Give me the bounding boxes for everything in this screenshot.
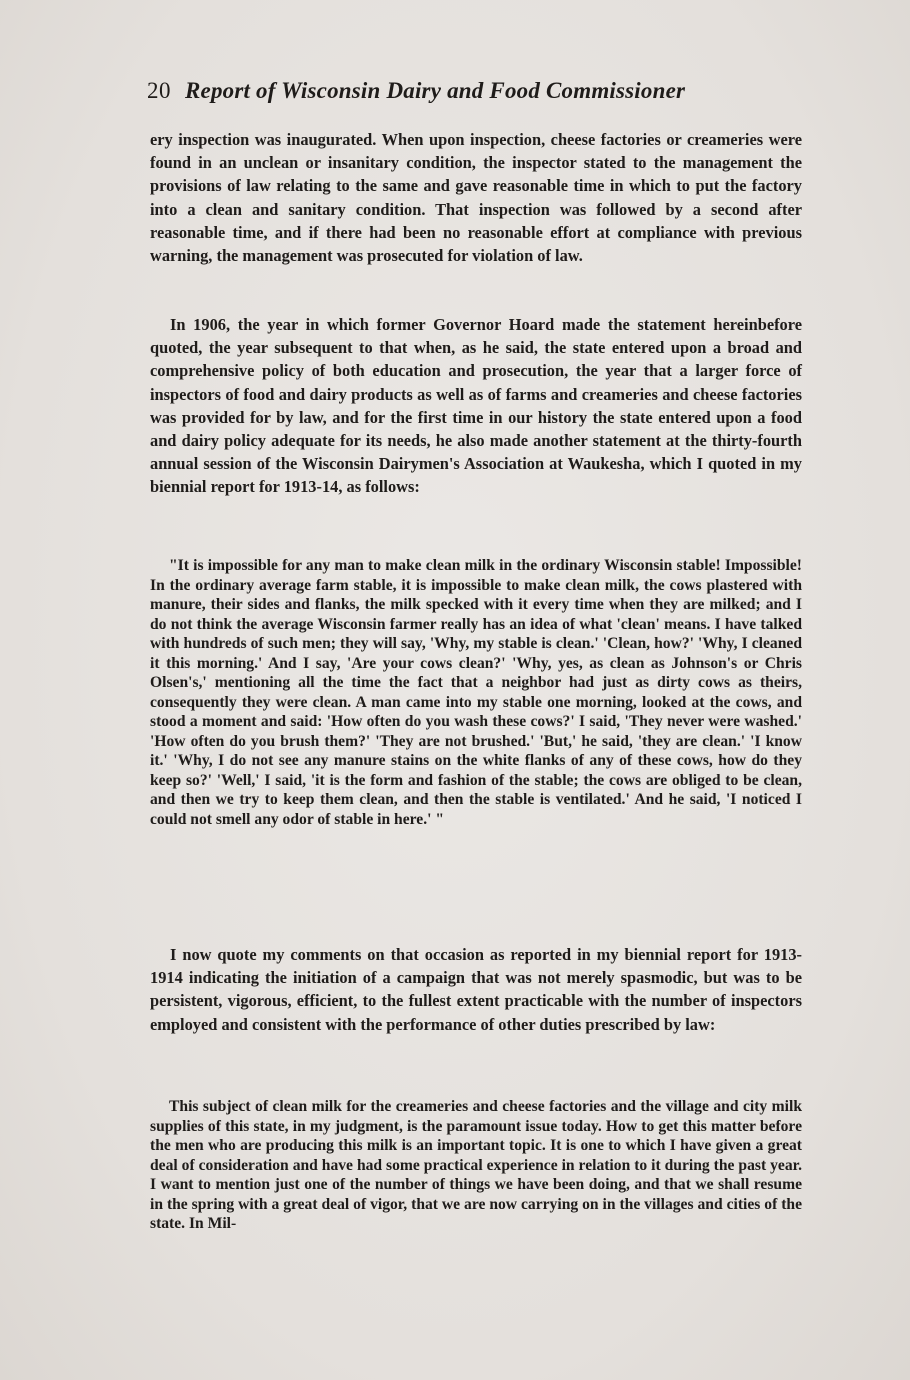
block-quote-hoard xyxy=(150,556,802,829)
page-number: 20 xyxy=(147,78,171,103)
paragraph-inspection-practice xyxy=(150,128,802,267)
block-quote-clean-milk xyxy=(150,1097,802,1234)
paragraph-hoard-1906 xyxy=(150,313,802,499)
quote-text: "It is impossible for any man to make clean milk in the ordinary Wisconsin stable! Impossible! In the ordinary average farm stable, it is impossible to make clean milk, the cows plastered with manure, their sides and flanks, the milk specked with it every time when they are milked; and I do not think the average Wisconsin farmer really has an idea of what 'clean' means. I have talked with hundreds of such men; they will say, 'Why, my stable is clean.' 'Clean, how?' 'Why, I cleaned it this morning.' And I say, 'Are your cows clean?' 'Why, yes, as clean as Johnson's or Chris Olsen's,' mentioning all the time the fact that a neighbor had just as dirty cows as theirs, consequently they were clean. A man came into my stable one morning, looked at the cows, and stood a moment and said: 'How often do you wash these cows?' I said, 'They never were washed.' 'How often do you brush them?' 'They are not brushed.' 'But,' he said, 'they are clean.' 'I know it.' 'Why, I do not see any manure stains on the white flanks of any of these cows, how do they keep so?' 'Well,' I said, 'it is the form and fashion of the stable; the cows are obliged to be clean, and then we try to keep them clean, and then the stable is ventilated.' And he said, 'I noticed I could not smell any odor of stable in here.' " xyxy=(150,557,802,828)
quote-text: This subject of clean milk for the creameries and cheese factories and the village and city milk supplies of this state, in my judgment, is the paramount issue today. How to get this matter before the men who are producing this milk is an important topic. It is one to which I have given a great deal of consideration and have had some practical experience in relation to it during the past year. I want to mention just one of the number of things we have been doing, and that we shall resume in the spring with a great deal of vigor, that we are now carrying on in the villages and cities of the state. In Mil- xyxy=(150,1098,802,1232)
paragraph-text: ery inspection was inaugurated. When upon inspection, cheese factories or creameries were found in an unclean or insanitary condition, the inspector stated to the management the provisions of law relating to the same and gave reasonable time in which to put the factory into a clean and sanitary condition. That inspection was followed by a second after reasonable time, and if there had been no reasonable effort at compliance with previous warning, the management was prosecuted for violation of law. xyxy=(150,130,802,266)
running-head xyxy=(147,76,807,106)
running-title: Report of Wisconsin Dairy and Food Commissioner xyxy=(185,78,686,103)
paragraph-text: In 1906, the year in which former Governor Hoard made the statement hereinbefore quoted, the year subsequent to that when, as he said, the state entered upon a broad and comprehensive policy of both education and prosecution, the year that a larger force of inspectors of food and dairy products as well as of farms and creameries and cheese factories was provided for by law, and for the first time in our history the state entered upon a food and dairy policy adequate for its needs, he also made another statement at the thirty-fourth annual session of the Wisconsin Dairymen's Association at Waukesha, which I quoted in my biennial report for 1913-14, as follows: xyxy=(150,315,802,497)
paragraph-comments-introduction xyxy=(150,943,802,1036)
paragraph-text: I now quote my comments on that occasion as reported in my biennial report for 1913-1914 indicating the initiation of a campaign that was not merely spasmodic, but was to be persistent, vigorous, efficient, to the fullest extent practicable with the number of inspectors employed and consistent with the performance of other duties prescribed by law: xyxy=(150,945,802,1034)
